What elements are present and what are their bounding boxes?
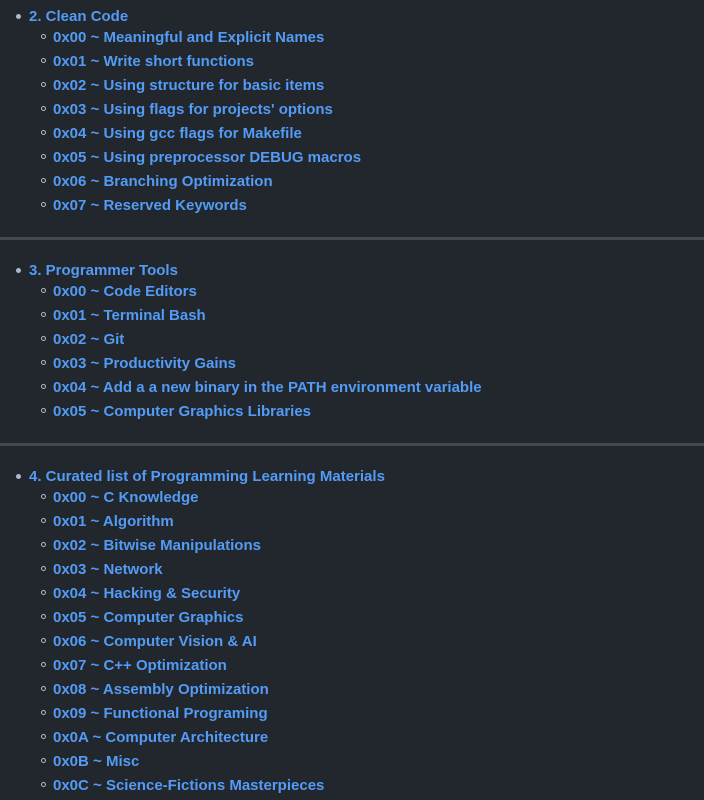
sub-list (29, 26, 704, 218)
toc-list-item (29, 304, 704, 328)
toc-item-link[interactable]: 0x05 ~ Computer Graphics Libraries (53, 403, 312, 420)
toc-item-link[interactable]: 0x09 ~ Functional Programing (53, 705, 268, 722)
toc-item-link[interactable]: 0x05 ~ Using preprocessor DEBUG macros (53, 149, 362, 166)
bullet-circle-icon (41, 758, 46, 763)
toc-item-link[interactable]: 0x03 ~ Productivity Gains (53, 355, 236, 372)
toc-item-link[interactable]: 0x06 ~ Branching Optimization (53, 173, 273, 190)
sub-list (29, 280, 704, 424)
toc-list-item (29, 774, 704, 798)
bullet-circle-icon (41, 686, 46, 691)
bullet-circle-icon (41, 566, 46, 571)
toc-item-link[interactable]: 0x01 ~ Terminal Bash (53, 307, 206, 324)
section-title-link[interactable]: 2. Clean Code (29, 8, 129, 25)
bullet-circle-icon (41, 590, 46, 595)
bullet-circle-icon (41, 34, 46, 39)
bullet-circle-icon (41, 518, 46, 523)
toc-item-link[interactable]: 0x02 ~ Bitwise Manipulations (53, 537, 261, 554)
toc-item-link[interactable]: 0x00 ~ Code Editors (53, 283, 197, 300)
toc-list-item (29, 582, 704, 606)
bullet-circle-icon (41, 408, 46, 413)
toc-list-item (29, 352, 704, 376)
toc-list-item (29, 630, 704, 654)
toc-list-item (29, 280, 704, 304)
section-list (0, 5, 704, 218)
bullet-circle-icon (41, 384, 46, 389)
toc-item-link[interactable]: 0x02 ~ Git (53, 331, 125, 348)
toc-list-item (29, 654, 704, 678)
toc-list-item (29, 702, 704, 726)
bullet-circle-icon (41, 710, 46, 715)
bullet-circle-icon (41, 154, 46, 159)
toc-item-link[interactable]: 0x04 ~ Add a a new binary in the PATH environment variable (53, 379, 482, 396)
toc-list-item (29, 98, 704, 122)
toc-item-link[interactable]: 0x01 ~ Write short functions (53, 53, 255, 70)
toc-list-item (29, 194, 704, 218)
bullet-disc-icon (16, 474, 21, 479)
bullet-circle-icon (41, 58, 46, 63)
section-title-item (0, 5, 704, 218)
bullet-circle-icon (41, 638, 46, 643)
section-title-link[interactable]: 3. Programmer Tools (29, 262, 178, 279)
toc-item-link[interactable]: 0x00 ~ C Knowledge (53, 489, 199, 506)
section-list (0, 259, 704, 424)
bullet-circle-icon (41, 106, 46, 111)
bullet-circle-icon (41, 202, 46, 207)
toc-list-item (29, 558, 704, 582)
toc-list-item (29, 376, 704, 400)
toc-list-item (29, 26, 704, 50)
toc-item-link[interactable]: 0x0B ~ Misc (53, 753, 140, 770)
toc-item-link[interactable]: 0x04 ~ Hacking & Security (53, 585, 241, 602)
bullet-circle-icon (41, 82, 46, 87)
toc-list-item (29, 50, 704, 74)
toc-item-link[interactable]: 0x08 ~ Assembly Optimization (53, 681, 269, 698)
sub-list (29, 486, 704, 798)
section-title-link[interactable]: 4. Curated list of Programming Learning Materials (29, 468, 385, 485)
toc-list-item (29, 606, 704, 630)
toc-item-link[interactable]: 0x04 ~ Using gcc flags for Makefile (53, 125, 302, 142)
bullet-circle-icon (41, 662, 46, 667)
section-title-item (0, 465, 704, 798)
toc-list-item (29, 170, 704, 194)
toc-item-link[interactable]: 0x07 ~ Reserved Keywords (53, 197, 247, 214)
section-divider (0, 237, 704, 240)
toc-item-link[interactable]: 0x02 ~ Using structure for basic items (53, 77, 325, 94)
toc-list-item (29, 486, 704, 510)
toc-list-item (29, 400, 704, 424)
bullet-circle-icon (41, 734, 46, 739)
toc-list-item (29, 726, 704, 750)
toc-item-link[interactable]: 0x01 ~ Algorithm (53, 513, 174, 530)
bullet-circle-icon (41, 312, 46, 317)
section-list (0, 465, 704, 798)
toc-item-link[interactable]: 0x07 ~ C++ Optimization (53, 657, 227, 674)
bullet-circle-icon (41, 360, 46, 365)
toc-list-item (29, 122, 704, 146)
bullet-disc-icon (16, 268, 21, 273)
toc-item-link[interactable]: 0x06 ~ Computer Vision & AI (53, 633, 257, 650)
toc-item-link[interactable]: 0x0A ~ Computer Architecture (53, 729, 269, 746)
toc-list-item (29, 510, 704, 534)
toc-item-link[interactable]: 0x03 ~ Using flags for projects' options (53, 101, 333, 118)
toc-item-link[interactable]: 0x05 ~ Computer Graphics (53, 609, 244, 626)
bullet-circle-icon (41, 178, 46, 183)
section-divider (0, 443, 704, 446)
bullet-circle-icon (41, 336, 46, 341)
toc-list-item (29, 750, 704, 774)
bullet-circle-icon (41, 542, 46, 547)
toc-list-item (29, 328, 704, 352)
toc-item-link[interactable]: 0x00 ~ Meaningful and Explicit Names (53, 29, 325, 46)
toc-item-link[interactable]: 0x03 ~ Network (53, 561, 163, 578)
bullet-disc-icon (16, 14, 21, 19)
toc-item-link[interactable]: 0x0C ~ Science-Fictions Masterpieces (53, 777, 325, 794)
bullet-circle-icon (41, 614, 46, 619)
toc-list-item (29, 678, 704, 702)
bullet-circle-icon (41, 130, 46, 135)
bullet-circle-icon (41, 288, 46, 293)
toc-list-item (29, 146, 704, 170)
toc-list-item (29, 74, 704, 98)
bullet-circle-icon (41, 782, 46, 787)
toc-list-item (29, 534, 704, 558)
section-title-item (0, 259, 704, 424)
bullet-circle-icon (41, 494, 46, 499)
